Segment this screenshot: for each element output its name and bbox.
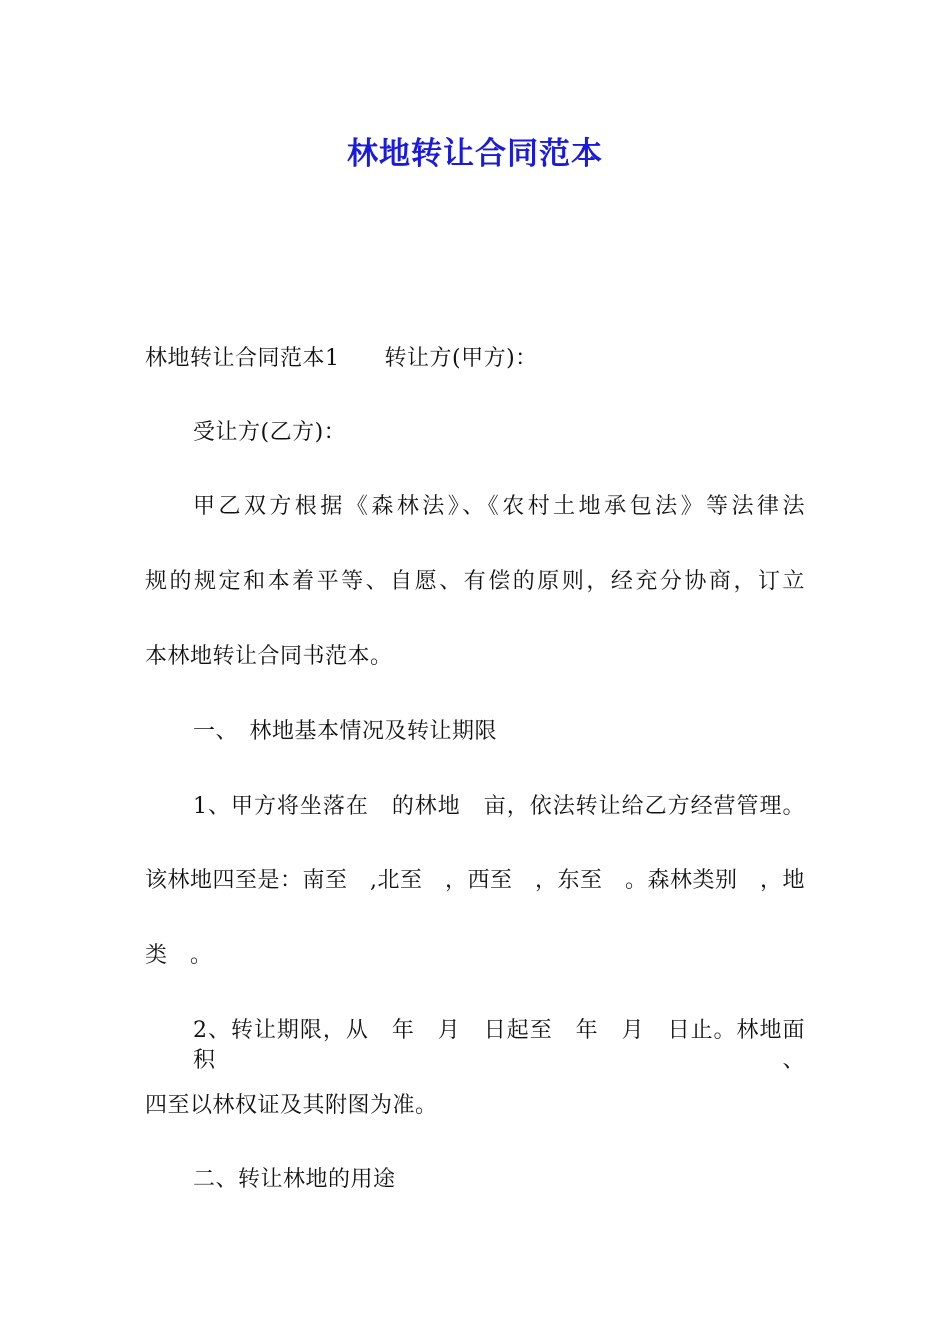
paragraph-line: 四至以林权证及其附图为准。	[145, 1093, 438, 1118]
contract-heading-line: 林地转让合同范本1 转让方(甲方)：	[145, 346, 538, 371]
document-title: 林地转让合同范本	[347, 136, 603, 172]
paragraph-line: 该林地四至是：南至 ,北至 ，西至 ，东至 。森林类别 ，地	[145, 868, 805, 893]
paragraph-line: 类 。	[145, 943, 213, 968]
paragraph-line: 2、转让期限，从 年 月 日起至 年 月 日止。林地面积、	[193, 1018, 805, 1073]
paragraph-line: 规的规定和本着平等、自愿、有偿的原则，经充分协商，订立	[145, 569, 805, 594]
paragraph-line: 1、甲方将坐落在 的林地 亩，依法转让给乙方经营管理。	[193, 794, 805, 819]
party-b-line: 受让方(乙方)：	[193, 420, 347, 445]
section-heading: 二、转让林地的用途	[193, 1167, 396, 1192]
paragraph-line: 本林地转让合同书范本。	[145, 644, 393, 669]
paragraph-line: 甲乙双方根据《森林法》、《农村土地承包法》等法律法	[193, 494, 805, 519]
section-heading: 一、 林地基本情况及转让期限	[193, 719, 498, 744]
